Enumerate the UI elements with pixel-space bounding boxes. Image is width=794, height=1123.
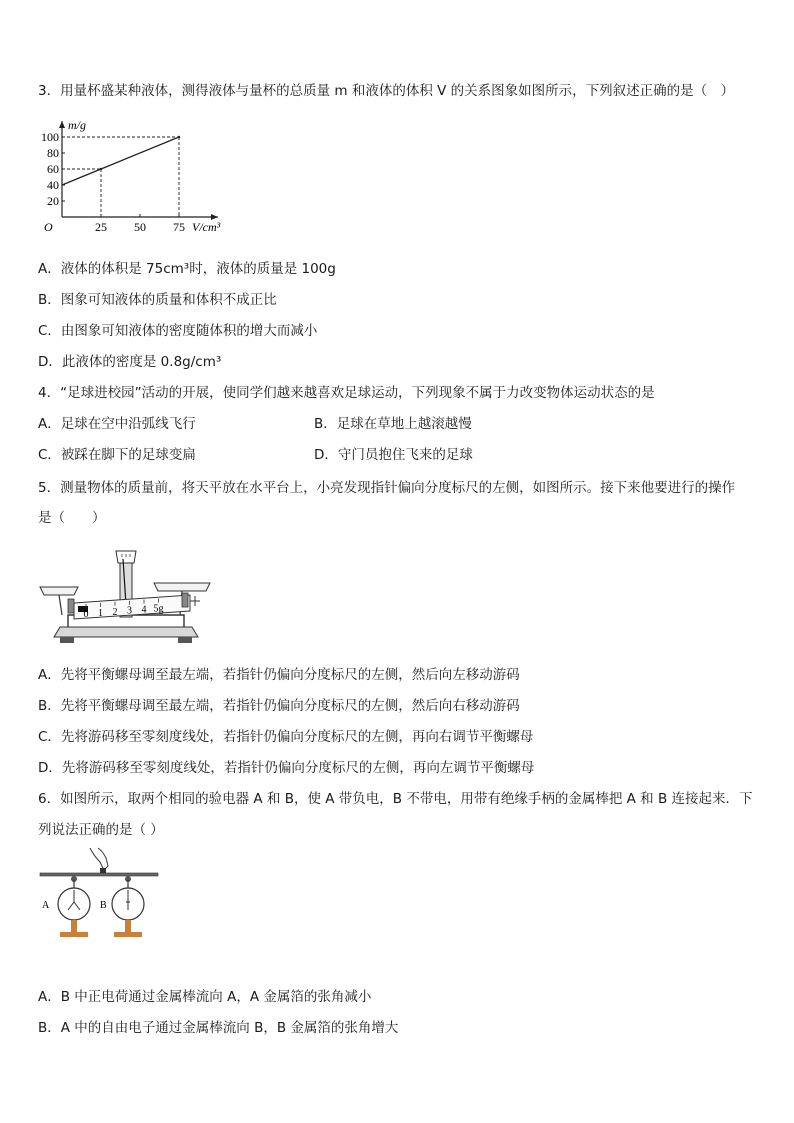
y-tick-label: 40 (47, 178, 59, 192)
q5-option-d: D．先将游码移至零刻度线处，若指针仍偏向分度标尺的左侧，再向左调节平衡螺母 (38, 760, 535, 776)
x-tick-label: 50 (134, 220, 146, 234)
q3-option-b: B．图象可知液体的质量和体积不成正比 (38, 292, 277, 308)
y-tick-label: 80 (47, 146, 59, 160)
balance-base (54, 627, 198, 637)
left-pan (40, 587, 78, 595)
ruler-label: 4 (141, 604, 147, 616)
electroscope-a (58, 876, 90, 937)
q5-option-a: A．先将平衡螺母调至最左端，若指针仍偏向分度标尺的左侧，然后向左移动游码 (38, 667, 520, 683)
q3-stem: 3．用量杯盛某种液体，测得液体与量杯的总质量 m 和液体的体积 V 的关系图象如图所示，下列叙述正确的是（ ） (38, 83, 735, 99)
q3-option-d: D．此液体的密度是 0.8g/cm³ (38, 354, 222, 370)
x-tick-label: 75 (173, 220, 185, 234)
data-point (100, 168, 102, 170)
label-b: B (100, 900, 107, 911)
y-axis-arrow (59, 121, 65, 128)
q3-option-a: A．液体的体积是 75cm³时，液体的质量是 100g (38, 261, 336, 277)
y-axis-label: m/g (68, 118, 86, 132)
q5-option-b: B．先将平衡螺母调至最左端，若指针仍偏向分度标尺的左侧，然后向右移动游码 (38, 698, 520, 714)
q6-option-b: B．A 中的自由电子通过金属棒流向 B，B 金属箔的张角增大 (38, 1020, 399, 1036)
x-tick-label: 25 (95, 220, 107, 234)
q5-stem-line1: 5．测量物体的质量前，将天平放在水平台上，小亮发现指针偏向分度标尺的左侧，如图所示。接下来他要进行的操作 (38, 480, 736, 496)
label-a: A (42, 900, 50, 911)
y-tick-label: 20 (47, 194, 59, 208)
q6-stem-line1: 6．如图所示，取两个相同的验电器 A 和 B，使 A 带负电，B 不带电，用带有绝缘手柄的金属棒把 A 和 B 连接起来．下 (38, 791, 753, 807)
q4-option-d: D．守门员抱住飞来的足球 (314, 447, 473, 463)
ruler-label: 1 (98, 607, 103, 619)
origin-label: O (44, 220, 53, 234)
right-balance-nut (182, 593, 188, 607)
data-line (62, 137, 179, 185)
ruler-label: 2 (112, 606, 118, 618)
metal-rod (40, 873, 158, 876)
q5-stem-line2: 是（ ） (38, 510, 106, 526)
ruler-label: 3 (127, 605, 132, 617)
q4-option-c: C．被踩在脚下的足球变扁 (38, 447, 196, 463)
q6-option-a: A．B 中正电荷通过金属棒流向 A，A 金属箔的张角减小 (38, 989, 372, 1005)
q3-option-c: C．由图象可知液体的密度随体积的增大而减小 (38, 323, 318, 339)
ruler-label: 5g (153, 603, 164, 615)
y-tick-label: 100 (41, 130, 59, 144)
q4-option-b: B．足球在草地上越滚越慢 (314, 416, 472, 432)
left-balance-nut (68, 599, 74, 613)
ruler-label: 0 (83, 609, 89, 620)
right-pan (154, 583, 210, 591)
q4-option-a: A．足球在空中沿弧线飞行 (38, 416, 196, 432)
x-axis-label: V/cm³ (192, 220, 221, 234)
hand-icon (90, 848, 108, 870)
q4-stem: 4．“足球进校园”活动的开展，使同学们越来越喜欢足球运动，下列现象不属于力改变物体运动状态的是 (38, 385, 655, 401)
q6-stem-line2: 列说法正确的是（ ） (38, 822, 164, 838)
electroscopes-figure (38, 846, 168, 946)
electroscope-b (112, 876, 144, 937)
y-tick-label: 60 (47, 162, 59, 176)
mass-volume-graph (38, 113, 238, 248)
balance-scale-figure (38, 543, 218, 651)
q5-option-c: C．先将游码移至零刻度线处，若指针仍偏向分度标尺的左侧，再向右调节平衡螺母 (38, 729, 534, 745)
data-point (178, 136, 180, 138)
